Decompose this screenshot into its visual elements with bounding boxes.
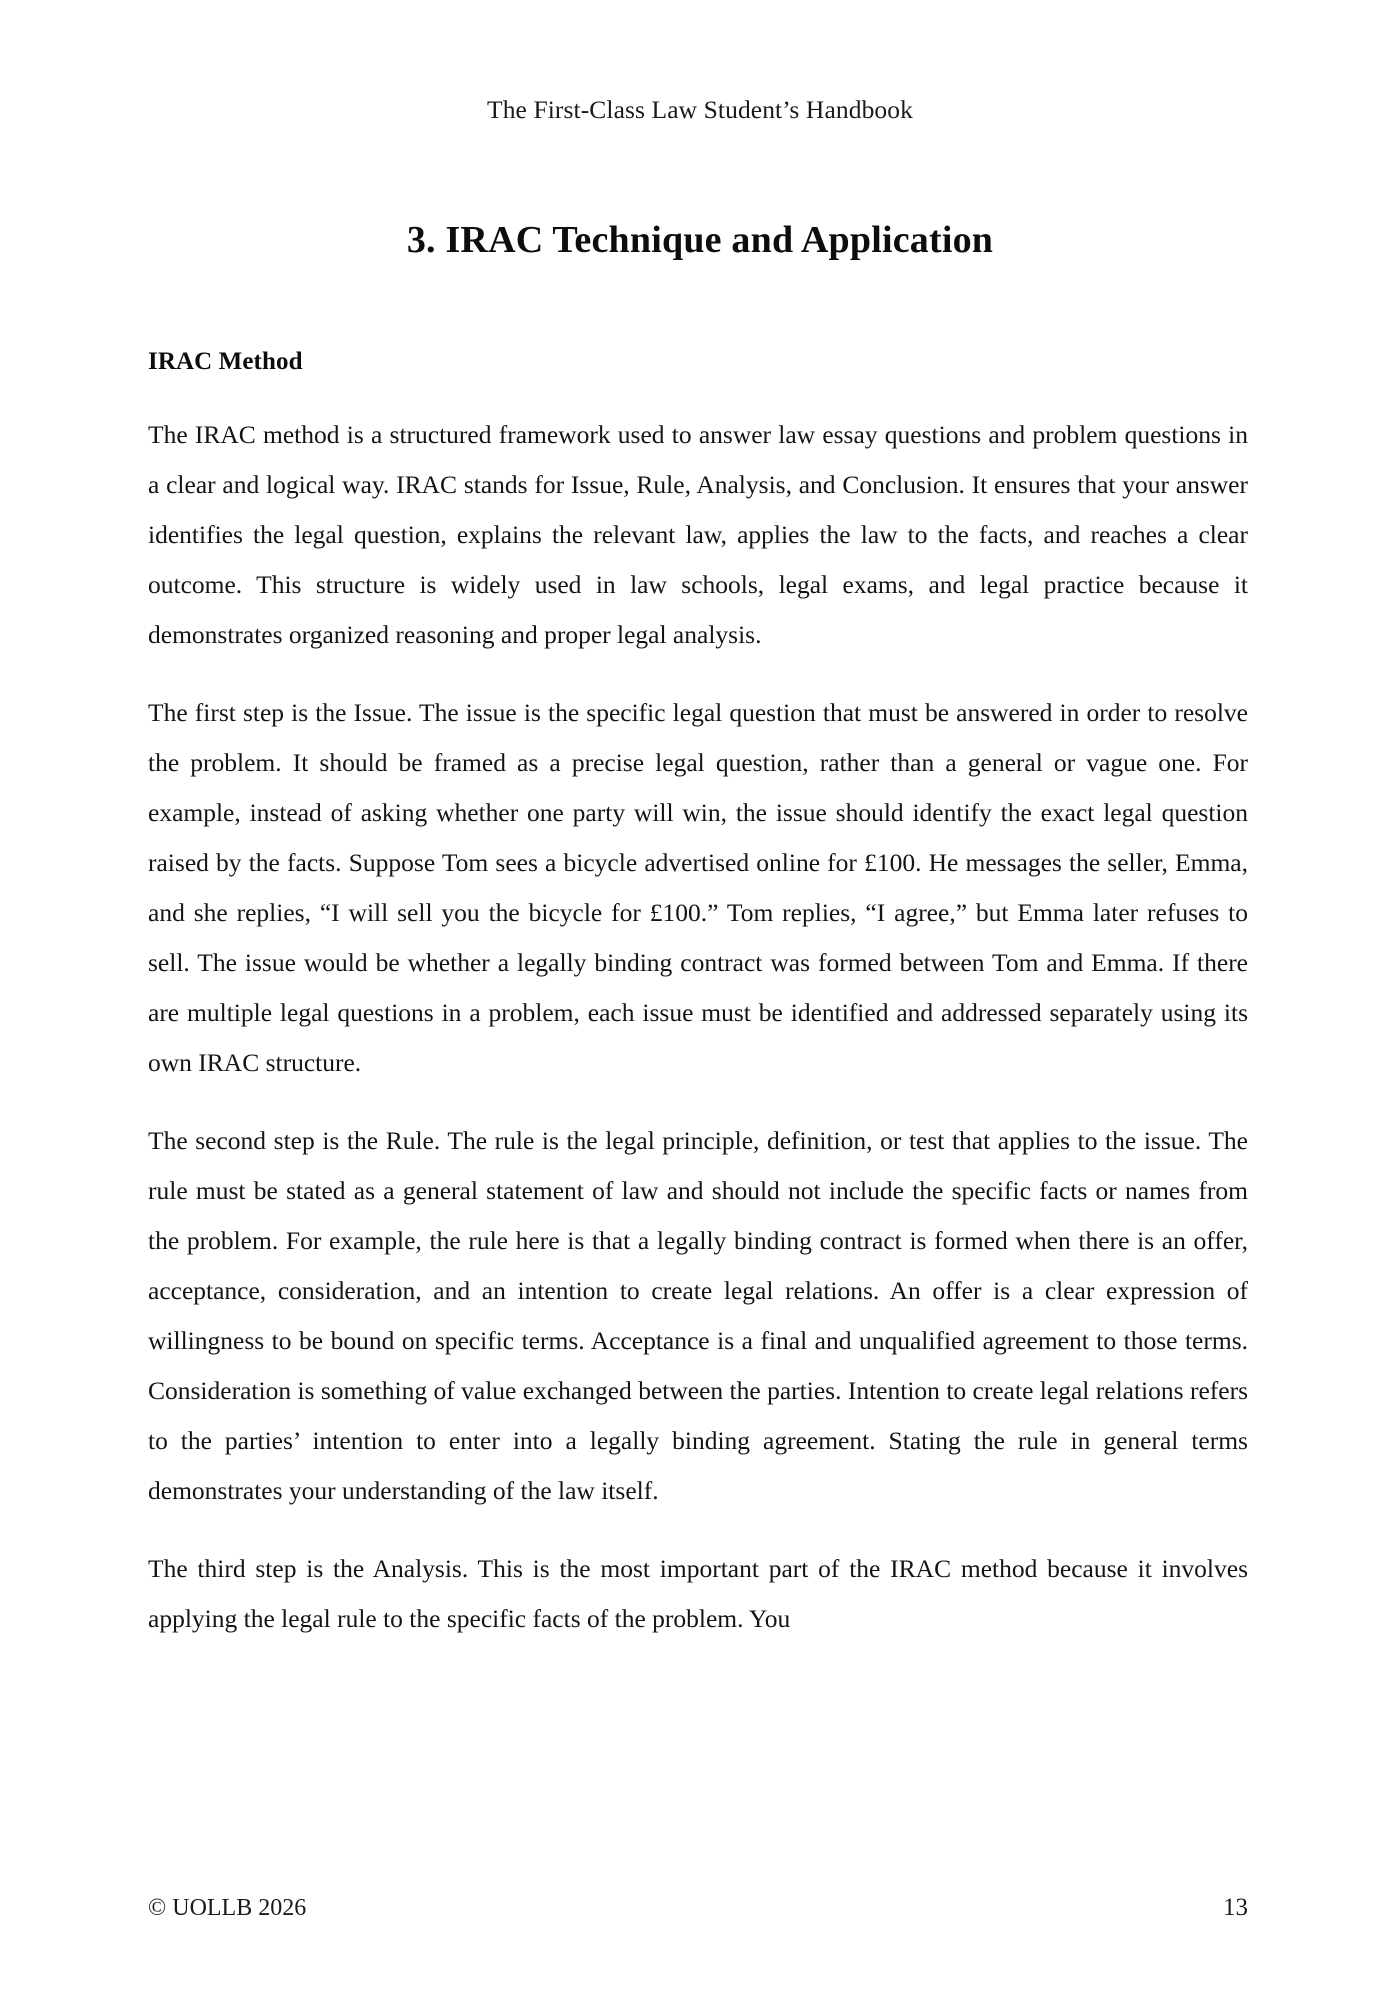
footer-copyright: © UOLLB 2026	[148, 1895, 307, 1921]
paragraph-analysis-step: The third step is the Analysis. This is the most important part of the IRAC method because it involves applying the legal rule to the specific facts of the problem. You	[148, 1554, 1248, 1633]
section-heading-irac-method: IRAC Method	[148, 348, 303, 375]
footer-page-number: 13	[1223, 1894, 1248, 1921]
body-content	[148, 348, 1248, 1644]
page-title: 3. IRAC Technique and Application	[406, 219, 994, 262]
paragraph-rule-step: The second step is the Rule. The rule is the legal principle, definition, or test that applies to the issue. The rule must be stated as a general statement of law and should not include the specific facts or names from the problem. For example, the rule here is that a legally binding contract is formed when there is an offer, acceptance, consideration, and an intention to create legal relations. An offer is a clear expression of willingness to be bound on specific terms. Acceptance is a final and unqualified agreement to those terms. Consideration is something of value exchanged between the parties. Intention to create legal relations refers to the parties’ intention to enter into a legally binding agreement. Stating the rule in general terms demonstrates your understanding of the law itself.	[148, 1126, 1248, 1505]
paragraph-issue-step: The first step is the Issue. The issue is the specific legal question that must be answered in order to resolve the problem. It should be framed as a precise legal question, rather than a general or vague one. For example, instead of asking whether one party will win, the issue should identify the exact legal question raised by the facts. Suppose Tom sees a bicycle advertised online for £100. He messages the seller, Emma, and she replies, “I will sell you the bicycle for £100.” Tom replies, “I agree,” but Emma later refuses to sell. The issue would be whether a legally binding contract was formed between Tom and Emma. If there are multiple legal questions in a problem, each issue must be identified and addressed separately using its own IRAC structure.	[148, 698, 1248, 1077]
paragraph-irac-overview: The IRAC method is a structured framework used to answer law essay questions and problem questions in a clear and logical way. IRAC stands for Issue, Rule, Analysis, and Conclusion. It ensures that your answer identifies the legal question, explains the relevant law, applies the law to the facts, and reaches a clear outcome. This structure is widely used in law schools, legal exams, and legal practice because it demonstrates organized reasoning and proper legal analysis.	[148, 420, 1248, 649]
page-footer	[148, 1894, 1248, 1922]
running-head: The First-Class Law Student’s Handbook	[487, 95, 913, 124]
